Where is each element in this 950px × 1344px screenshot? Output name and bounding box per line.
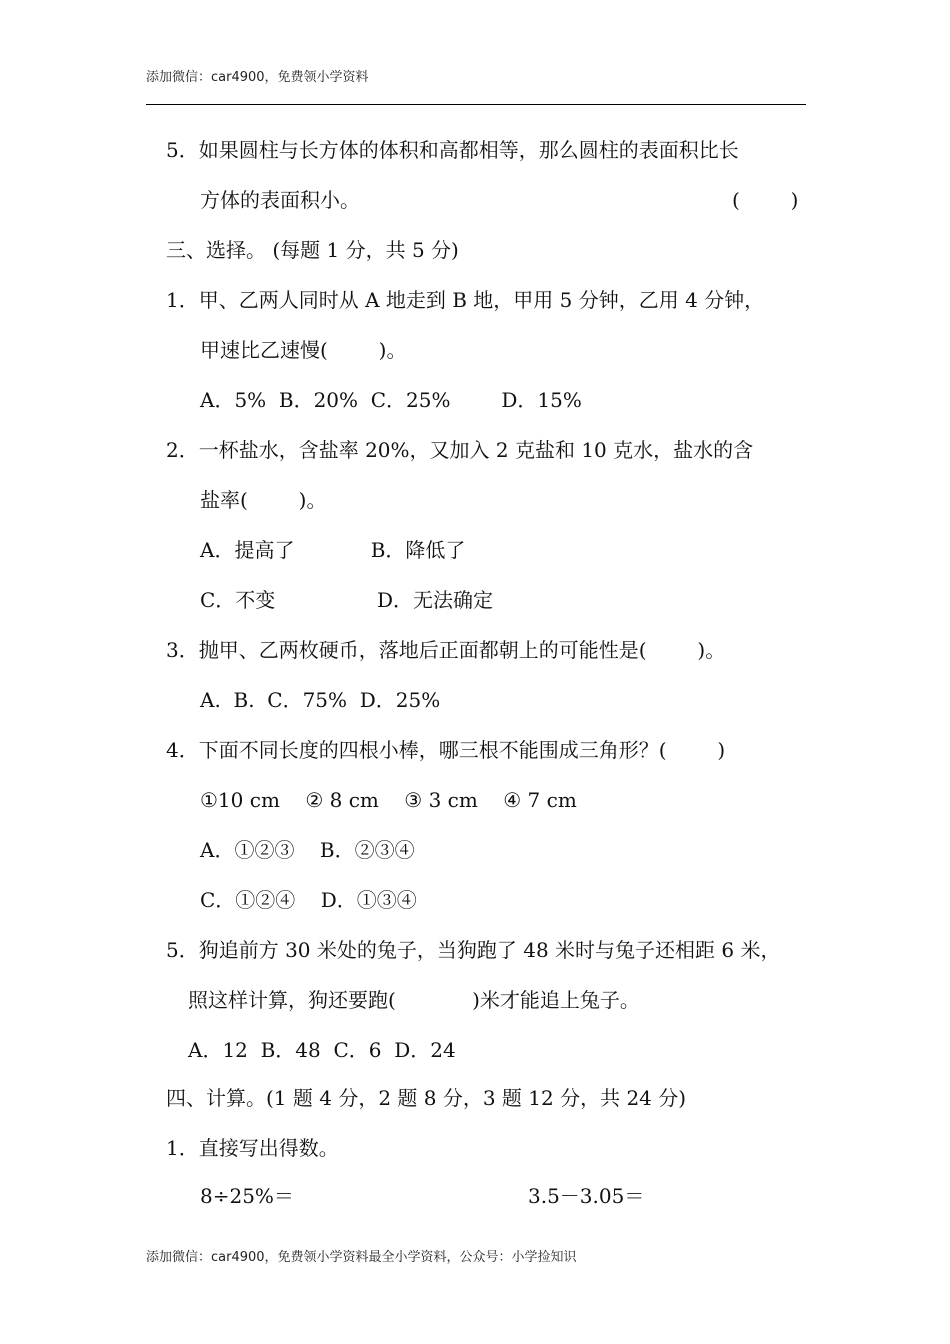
choice-question-2-line-2: 盐率( )。 <box>200 488 327 512</box>
choice-question-4-options-cd: C．①②④ D．①③④ <box>200 888 417 912</box>
choice-question-4-options-ab: A．①②③ B．②③④ <box>200 838 415 862</box>
choice-question-2-line-1: 2．一杯盐水，含盐率 20%，又加入 2 克盐和 10 克水，盐水的含 <box>166 438 754 462</box>
calc-question-1-title: 1．直接写出得数。 <box>166 1136 339 1160</box>
choice-question-2-options-cd: C．不变 D．无法确定 <box>200 588 494 612</box>
section-4-title: 四、计算。(1 题 4 分，2 题 8 分，3 题 12 分，共 24 分) <box>166 1086 687 1110</box>
section-3-title: 三、选择。 (每题 1 分，共 5 分) <box>166 238 459 262</box>
judge-question-5-line-2: 方体的表面积小。 <box>200 188 360 212</box>
choice-question-4-line-1: 4．下面不同长度的四根小棒，哪三根不能围成三角形？( ) <box>166 738 726 762</box>
choice-question-3-options: A. B. C．75% D．25% <box>200 688 441 712</box>
choice-question-1-line-1: 1．甲、乙两人同时从 A 地走到 B 地，甲用 5 分钟，乙用 4 分钟， <box>166 288 765 312</box>
choice-question-5-line-1: 5．狗追前方 30 米处的兔子，当狗跑了 48 米时与兔子还相距 6 米， <box>166 938 781 962</box>
calc-item-b: 3.5－3.05＝ <box>528 1184 645 1208</box>
choice-question-3-line-1: 3．抛甲、乙两枚硬币，落地后正面都朝上的可能性是( )。 <box>166 638 726 662</box>
header-rule <box>146 104 806 105</box>
choice-question-2-options-ab: A．提高了 B．降低了 <box>200 538 466 562</box>
page-footer: 添加微信：car4900，免费领小学资料最全小学资料，公众号：小学捡知识 <box>146 1250 577 1265</box>
choice-question-5-line-2: 照这样计算，狗还要跑( )米才能追上兔子。 <box>188 988 640 1012</box>
judge-question-5-answer-blank: ( ) <box>732 188 799 212</box>
choice-question-5-options: A．12 B．48 C．6 D．24 <box>188 1038 456 1062</box>
choice-question-1-options: A．5% B．20% C．25% D．15% <box>200 388 582 412</box>
calc-item-a: 8÷25%＝ <box>200 1184 294 1208</box>
judge-question-5-line-1: 5．如果圆柱与长方体的体积和高都相等，那么圆柱的表面积比长 <box>166 138 739 162</box>
choice-question-4-sticks: ①10 cm ② 8 cm ③ 3 cm ④ 7 cm <box>200 788 577 812</box>
choice-question-1-line-2: 甲速比乙速慢( )。 <box>200 338 407 362</box>
page-header: 添加微信：car4900，免费领小学资料 <box>146 70 369 85</box>
